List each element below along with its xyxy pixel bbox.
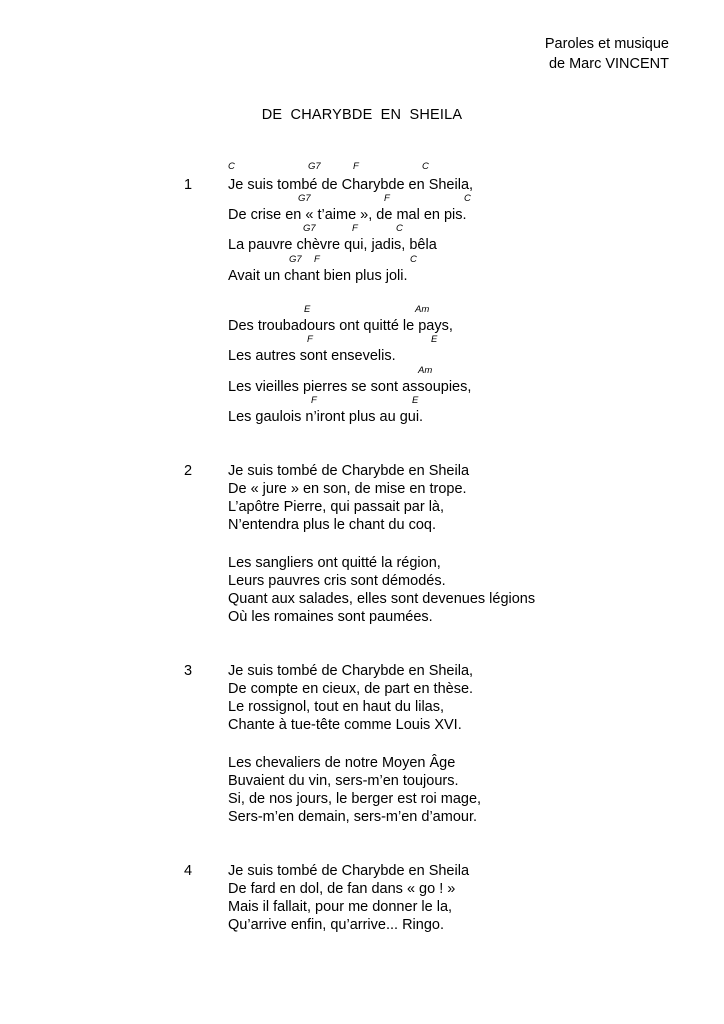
chord: C: [422, 161, 429, 172]
chord: F: [353, 161, 359, 172]
chord: E: [412, 395, 419, 406]
lyric-line: N’entendra plus le chant du coq.: [228, 517, 436, 533]
lyric-line: De « jure » en son, de mise en trope.: [228, 481, 467, 497]
chord: E: [304, 304, 311, 315]
chord: E: [431, 334, 438, 345]
chord: F: [307, 334, 313, 345]
lyric-line: De fard en dol, de fan dans « go ! »: [228, 881, 456, 897]
lyric-line: La pauvre chèvre qui, jadis, bêla: [228, 237, 437, 253]
lyric-line: Je suis tombé de Charybde en Sheila,: [228, 663, 474, 679]
lyric-line: Les sangliers ont quitté la région,: [228, 555, 441, 571]
lyric-line: L’apôtre Pierre, qui passait par là,: [228, 499, 445, 515]
chord: C: [410, 254, 417, 265]
credit-line: de Marc VINCENT: [548, 56, 669, 72]
lyric-line: Où les romaines sont paumées.: [228, 609, 433, 625]
lyric-line: Des troubadours ont quitté le pays,: [228, 318, 453, 334]
lyric-line: Si, de nos jours, le berger est roi mage,: [228, 791, 482, 807]
lyric-line: Chante à tue-tête comme Louis XVI.: [228, 717, 462, 733]
verse-number: 2: [184, 463, 193, 479]
lyric-line: De crise en « t’aime », de mal en pis.: [228, 207, 467, 223]
chord: F: [384, 193, 390, 204]
chord: Am: [418, 365, 433, 376]
chord: Am: [415, 304, 430, 315]
lyric-line: Qu’arrive enfin, qu’arrive... Ringo.: [228, 917, 444, 933]
lyric-line: Avait un chant bien plus joli.: [228, 268, 408, 284]
song-title: DE CHARYBDE EN SHEILA: [261, 107, 463, 123]
chord: C: [228, 161, 235, 172]
chord: G7: [303, 223, 316, 234]
verse-number: 3: [184, 663, 193, 679]
chord: G7: [308, 161, 321, 172]
lyric-line: Buvaient du vin, sers-m’en toujours.: [228, 773, 459, 789]
chord: F: [352, 223, 358, 234]
credit-line: Paroles et musique: [544, 36, 669, 52]
lyric-line: Les vieilles pierres se sont assoupies,: [228, 379, 472, 395]
lyric-line: Quant aux salades, elles sont devenues légions: [228, 591, 536, 607]
chord: F: [311, 395, 317, 406]
chord: G7: [289, 254, 302, 265]
lyric-line: Je suis tombé de Charybde en Sheila,: [228, 177, 474, 193]
lyric-line: Mais il fallait, pour me donner le la,: [228, 899, 453, 915]
lyric-line: Les chevaliers de notre Moyen Âge: [228, 755, 456, 771]
lyric-line: Je suis tombé de Charybde en Sheila: [228, 863, 470, 879]
chord: C: [396, 223, 403, 234]
song-credit: [545, 34, 669, 74]
lyric-line: Les gaulois n’iront plus au gui.: [228, 409, 424, 425]
verse-number: 4: [184, 863, 193, 879]
chord: C: [464, 193, 471, 204]
chord: F: [314, 254, 320, 265]
lyric-line: Les autres sont ensevelis.: [228, 348, 396, 364]
lyric-line: Leurs pauvres cris sont démodés.: [228, 573, 446, 589]
lyric-line: Sers-m’en demain, sers-m’en d’amour.: [228, 809, 478, 825]
lyric-line: Je suis tombé de Charybde en Sheila: [228, 463, 470, 479]
lyric-line: Le rossignol, tout en haut du lilas,: [228, 699, 445, 715]
chord: G7: [298, 193, 311, 204]
lyric-line: De compte en cieux, de part en thèse.: [228, 681, 474, 697]
verse-number: 1: [184, 177, 193, 193]
